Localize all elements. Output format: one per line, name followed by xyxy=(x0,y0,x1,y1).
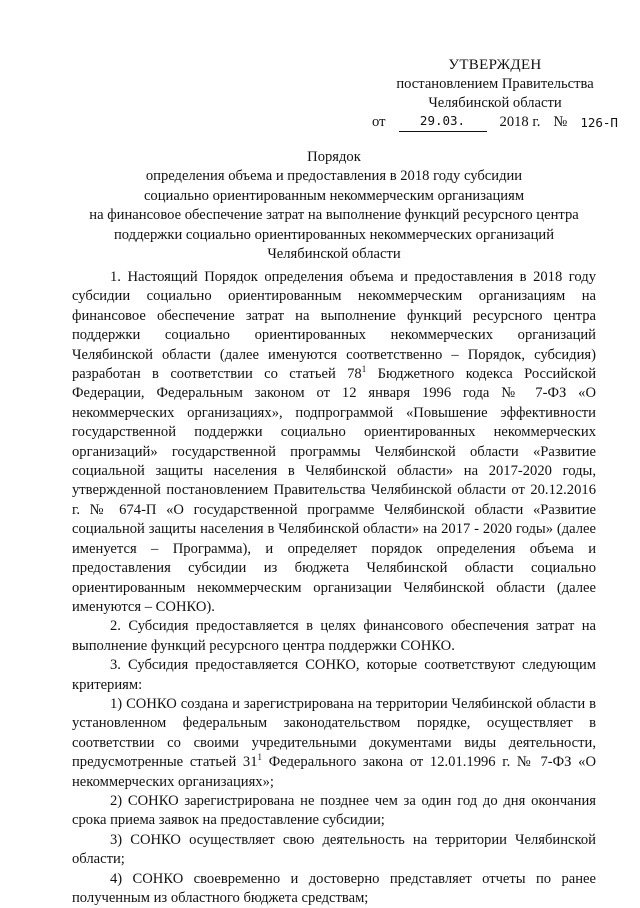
date-prefix: от xyxy=(372,114,386,130)
criterion-4: 4) СОНКО своевременно и достоверно представляет отчеты по ранее полученным из областного бюджета средствам; xyxy=(72,870,596,906)
approval-line-2: Челябинской области xyxy=(428,95,562,111)
paragraph-2: 2. Субсидия предоставляется в целях финансового обеспечения затрат на выполнение функций ресурсного центра поддержки СОНКО. xyxy=(72,618,596,654)
paragraph-1 xyxy=(72,268,596,617)
title-line-4: на финансовое обеспечение затрат на выполнение функций ресурсного центра xyxy=(89,207,579,224)
article-superscript: 1 xyxy=(257,752,263,763)
paragraph-3: 3. Субсидия предоставляется СОНКО, которые соответствуют следующим критериям: xyxy=(72,657,596,693)
document-title xyxy=(66,148,602,264)
criterion-1-text-a: 1) СОНКО создана и зарегистрирована на территории Челябинской области в установленном федеральным законодательством порядке, осуществляет в соответствии со своими учредительными документами виды деятельности, предусмотренные статьей 31 xyxy=(72,695,596,771)
title-line-2: определения объема и предоставления в 2018 году субсидии xyxy=(145,168,523,185)
article-superscript: 1 xyxy=(361,364,367,375)
title-line-6: Челябинской области xyxy=(267,246,401,263)
approval-stamp xyxy=(372,56,618,132)
approval-line-1: постановлением Правительства xyxy=(396,76,594,92)
document-body xyxy=(72,268,596,908)
date-year: 2018 г. xyxy=(499,114,541,130)
title-line-5: поддержки социально ориентированных некоммерческих организаций xyxy=(113,226,555,243)
document-number: 126-П xyxy=(580,115,618,130)
paragraph-1-text-a: 1. Настоящий Порядок определения объема и предоставления в 2018 году субсидии социально ориентированным некоммерческим организациям на финансовое обеспечение затрат на выполнение функций ресурсного центра поддержки социально ориентированных некоммерческих организаций Челябинской области (далее именуются соответственно – Порядок, субсидия) разработан в соответствии со статьей 78 xyxy=(72,269,596,383)
paragraph-1-text-b: Бюджетного кодекса Российской Федерации, Федеральным законом от 12 января 1996 года № 7-ФЗ «О некоммерческих организациях», подпрограммой «Повышение эффективности государственной поддержки социально ориентированных некоммерческих организаций» государственной программы Челябинской области «Развитие социальной защиты населения в Челябинской области» на 2017-2020 годы, утвержденной постановлением Правительства Челябинской области от 20.12.2016 г. № 674-П «О государственной программе Челябинской области «Развитие социальной защиты населения в Челябинской области» на 2017 - 2020 годы» (далее именуется – Программа), и определяет порядок определения объема и предоставления субсидии из бюджета Челябинской области социально ориентированным некоммерческим организации Челябинской области (далее именуются – СОНКО). xyxy=(72,366,596,615)
number-sign: № xyxy=(553,114,568,130)
criterion-3: 3) СОНКО осуществляет свою деятельность на территории Челябинской области; xyxy=(72,831,596,868)
title-line-3: социально ориентированным некоммерческим организациям xyxy=(143,187,525,204)
approval-date-line xyxy=(372,113,618,132)
approval-title: УТВЕРЖДЕН xyxy=(448,57,542,73)
criterion-2: 2) СОНКО зарегистрирована не позднее чем за один год до дня окончания срока приема заявок на предоставление субсидии; xyxy=(72,792,596,829)
title-line-1: Порядок xyxy=(307,149,361,165)
criterion-1 xyxy=(72,695,596,792)
date-blank xyxy=(399,113,487,132)
criterion-1-text-b: Федерального закона от 12.01.1996 г. № 7-ФЗ «О некоммерческих организациях»; xyxy=(72,754,596,790)
date-handwritten: 29.03. xyxy=(419,113,466,128)
